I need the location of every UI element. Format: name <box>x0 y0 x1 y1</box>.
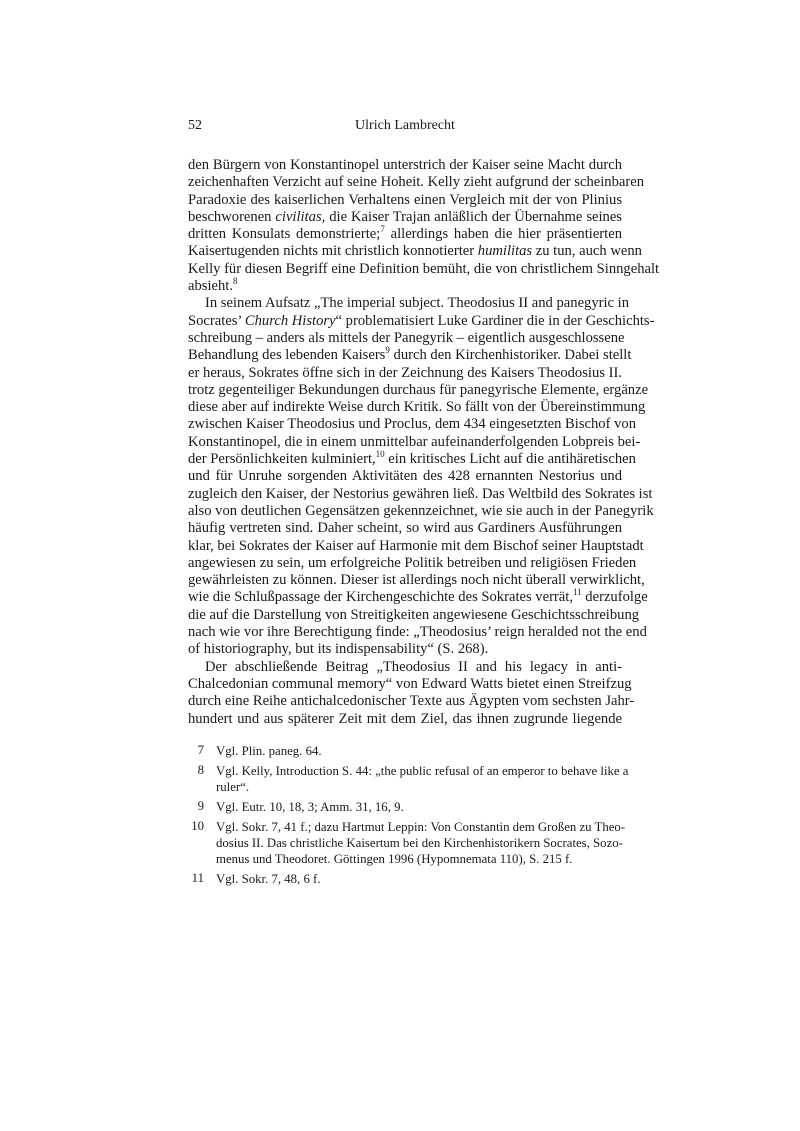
paragraph <box>188 295 655 658</box>
text: of historiography, but its indispensability“ (S. 268). <box>188 641 489 658</box>
text: , die Kaiser Trajan anläßlich der Übernahme seines <box>321 208 622 225</box>
footnote-line: Vgl. Kelly, Introduction S. 44: „the public refusal of an emperor to behave like a <box>216 764 629 778</box>
footnote-line: menus und Theodoret. Göttingen 1996 (Hypomnemata 110), S. 215 f. <box>216 852 573 866</box>
text: durch den Kirchenhistoriker. Dabei stellt <box>389 347 632 364</box>
text-line <box>188 520 622 537</box>
text: die auf die Darstellung von Streitigkeiten angewiesene Geschichtsschreibung <box>188 606 640 623</box>
text-line <box>188 606 640 624</box>
text-line <box>188 537 644 555</box>
footnote-number: 11 <box>191 871 204 885</box>
text-line <box>188 312 655 330</box>
text: Konstantinopel, die in einem unmittelbar aufeinanderfolgenden Lobpreis bei- <box>188 433 641 450</box>
text-line <box>188 624 647 641</box>
text: zu tun, auch wenn <box>532 243 642 260</box>
text: allerdings haben die hier präsentierten <box>384 226 622 243</box>
text-line <box>188 329 625 347</box>
text-line <box>188 641 622 658</box>
italic-text: humilitas <box>477 243 533 260</box>
footnote-number: 9 <box>197 799 204 813</box>
text-line <box>188 433 641 451</box>
main-text <box>188 157 660 728</box>
italic-text: Church History <box>244 312 336 329</box>
text: beschworenen <box>188 208 276 225</box>
text: zwischen Kaiser Theodosius und Proclus, dem 434 eingesetzten Bischof von <box>188 416 636 433</box>
text: zeichenhaften Verzicht auf seine Hoheit. Kelly zieht aufgrund der scheinbaren <box>188 174 644 191</box>
text-line <box>188 209 622 226</box>
footnote <box>188 819 626 867</box>
text-line <box>188 572 645 589</box>
text-line <box>188 449 636 468</box>
footnote-number: 7 <box>197 743 204 757</box>
text: klar, bei Sokrates der Kaiser auf Harmonie mit dem Bischof seiner Hauptstadt <box>188 537 644 554</box>
text-line <box>188 295 630 312</box>
footnote-line: Vgl. Plin. paneg. 64. <box>216 744 322 758</box>
text-line <box>188 381 649 399</box>
text: dritten Konsulats demonstrierte; <box>188 226 381 243</box>
text-line <box>188 659 622 676</box>
text-line <box>188 675 632 693</box>
text: hundert und aus späterer Zeit mit dem Ziel, das ihnen zugrunde liegende <box>188 710 622 727</box>
footnote <box>188 799 622 815</box>
text-line <box>188 399 646 416</box>
text-line <box>188 278 622 295</box>
text-line <box>188 174 644 191</box>
text: trotz gegenteiliger Bekundungen durchaus für panegyrische Elemente, ergänze <box>188 381 649 398</box>
text: der Persönlichkeiten kulminiert, <box>188 451 376 468</box>
text: “ problematisiert Luke Gardiner die in der Geschichts- <box>335 312 655 329</box>
text-line <box>188 502 654 520</box>
text: Der abschließende Beitrag „Theodosius II and his legacy in anti- <box>205 658 622 675</box>
text-line <box>188 365 622 382</box>
text: häufig vertreten sind. Daher scheint, so wird aus Gardiners Ausführungen <box>188 520 622 537</box>
text: den Bürgern von Konstantinopel unterstrich der Kaiser seine Macht durch <box>188 157 622 173</box>
text-line <box>188 711 622 728</box>
footnote-line: Vgl. Sokr. 7, 48, 6 f. <box>216 872 321 886</box>
text: schreibung – anders als mittels der Panegyrik – eigentlich ausgeschlossene <box>188 329 625 346</box>
footnote-line: dosius II. Das christliche Kaisertum bei den Kirchenhistorikern Socrates, Sozo- <box>216 836 623 850</box>
text: Kaisertugenden nichts mit christlich konnotierter <box>188 243 478 260</box>
footnote-ref[interactable]: 10 <box>375 449 385 460</box>
footnote-ref[interactable]: 11 <box>572 587 582 598</box>
text-line <box>188 468 622 485</box>
text: er heraus, Sokrates öffne sich in der Zeichnung des Kaisers Theodosius II. <box>188 364 622 381</box>
footnote <box>188 743 622 759</box>
page-header <box>188 118 622 136</box>
footnote-number: 8 <box>197 763 204 777</box>
text: diese aber auf indirekte Weise durch Kritik. So fällt von der Übereinstimmung <box>188 399 646 416</box>
text-line <box>188 243 642 260</box>
text: gewährleisten zu können. Dieser ist allerdings noch nicht überall verwirklicht, <box>188 572 645 589</box>
text: Socrates’ <box>188 312 245 329</box>
text: Behandlung des lebenden Kaisers <box>188 347 386 364</box>
text: zugleich den Kaiser, der Nestorius gewähren ließ. Das Weltbild des Sokrates ist <box>188 485 653 502</box>
text-line <box>188 192 622 209</box>
footnotes <box>188 743 629 891</box>
text: Kelly für diesen Begriff eine Definition bemüht, die von christlichem Sinngehalt <box>188 260 660 277</box>
footnote <box>188 871 622 887</box>
text-line <box>188 485 653 503</box>
text: angewiesen zu sein, um erfolgreiche Politik betreiben und religiösen Frieden <box>188 554 637 571</box>
footnote-ref[interactable]: 8 <box>233 276 238 287</box>
text-line <box>188 416 636 433</box>
text-line <box>188 260 660 278</box>
footnote-ref[interactable]: 9 <box>385 345 390 356</box>
text-line <box>188 693 635 710</box>
text: ein kritisches Licht auf die antihäretischen <box>384 451 636 468</box>
text: Chalcedonian communal memory“ von Edward Watts bietet einen Streifzug <box>188 675 632 692</box>
footnote-line: Vgl. Sokr. 7, 41 f.; dazu Hartmut Leppin: Von Constantin dem Großen zu Theo- <box>216 820 626 834</box>
page-number: 52 <box>188 118 202 133</box>
footnote-line: Vgl. Eutr. 10, 18, 3; Amm. 31, 16, 9. <box>216 800 404 814</box>
text: wie die Schlußpassage der Kirchengeschichte des Sokrates verrät, <box>188 589 573 606</box>
text: Paradoxie des kaiserlichen Verhaltens einen Vergleich mit der von Plinius <box>188 191 622 208</box>
text-line <box>188 157 622 174</box>
running-head: Ulrich Lambrecht <box>355 118 455 133</box>
paragraph <box>188 157 660 295</box>
text: und für Unruhe sorgenden Aktivitäten des 428 ernannten Nestorius und <box>188 468 622 485</box>
footnote-ref[interactable]: 7 <box>380 224 385 235</box>
text: also von deutlichen Gegensätzen gekennzeichnet, wie sie auch in der Panegyrik <box>188 502 654 519</box>
text: durch eine Reihe antichalcedonischer Texte aus Ägypten vom sechsten Jahr- <box>188 693 635 710</box>
footnote-line: ruler“. <box>216 780 250 794</box>
italic-text: civilitas <box>275 208 322 225</box>
paragraph <box>188 658 635 728</box>
text: nach wie vor ihre Berechtigung finde: „Theodosius’ reign heralded not the end <box>188 624 647 641</box>
text-line <box>188 554 637 572</box>
footnote <box>188 763 629 795</box>
text-line <box>188 226 622 243</box>
text-line <box>188 345 632 364</box>
text: In seinem Aufsatz „The imperial subject. Theodosius II and panegyric in <box>205 295 630 312</box>
footnote-number: 10 <box>191 819 204 833</box>
text: absieht. <box>188 278 233 295</box>
text-line <box>188 587 648 606</box>
text: derzufolge <box>581 589 648 606</box>
